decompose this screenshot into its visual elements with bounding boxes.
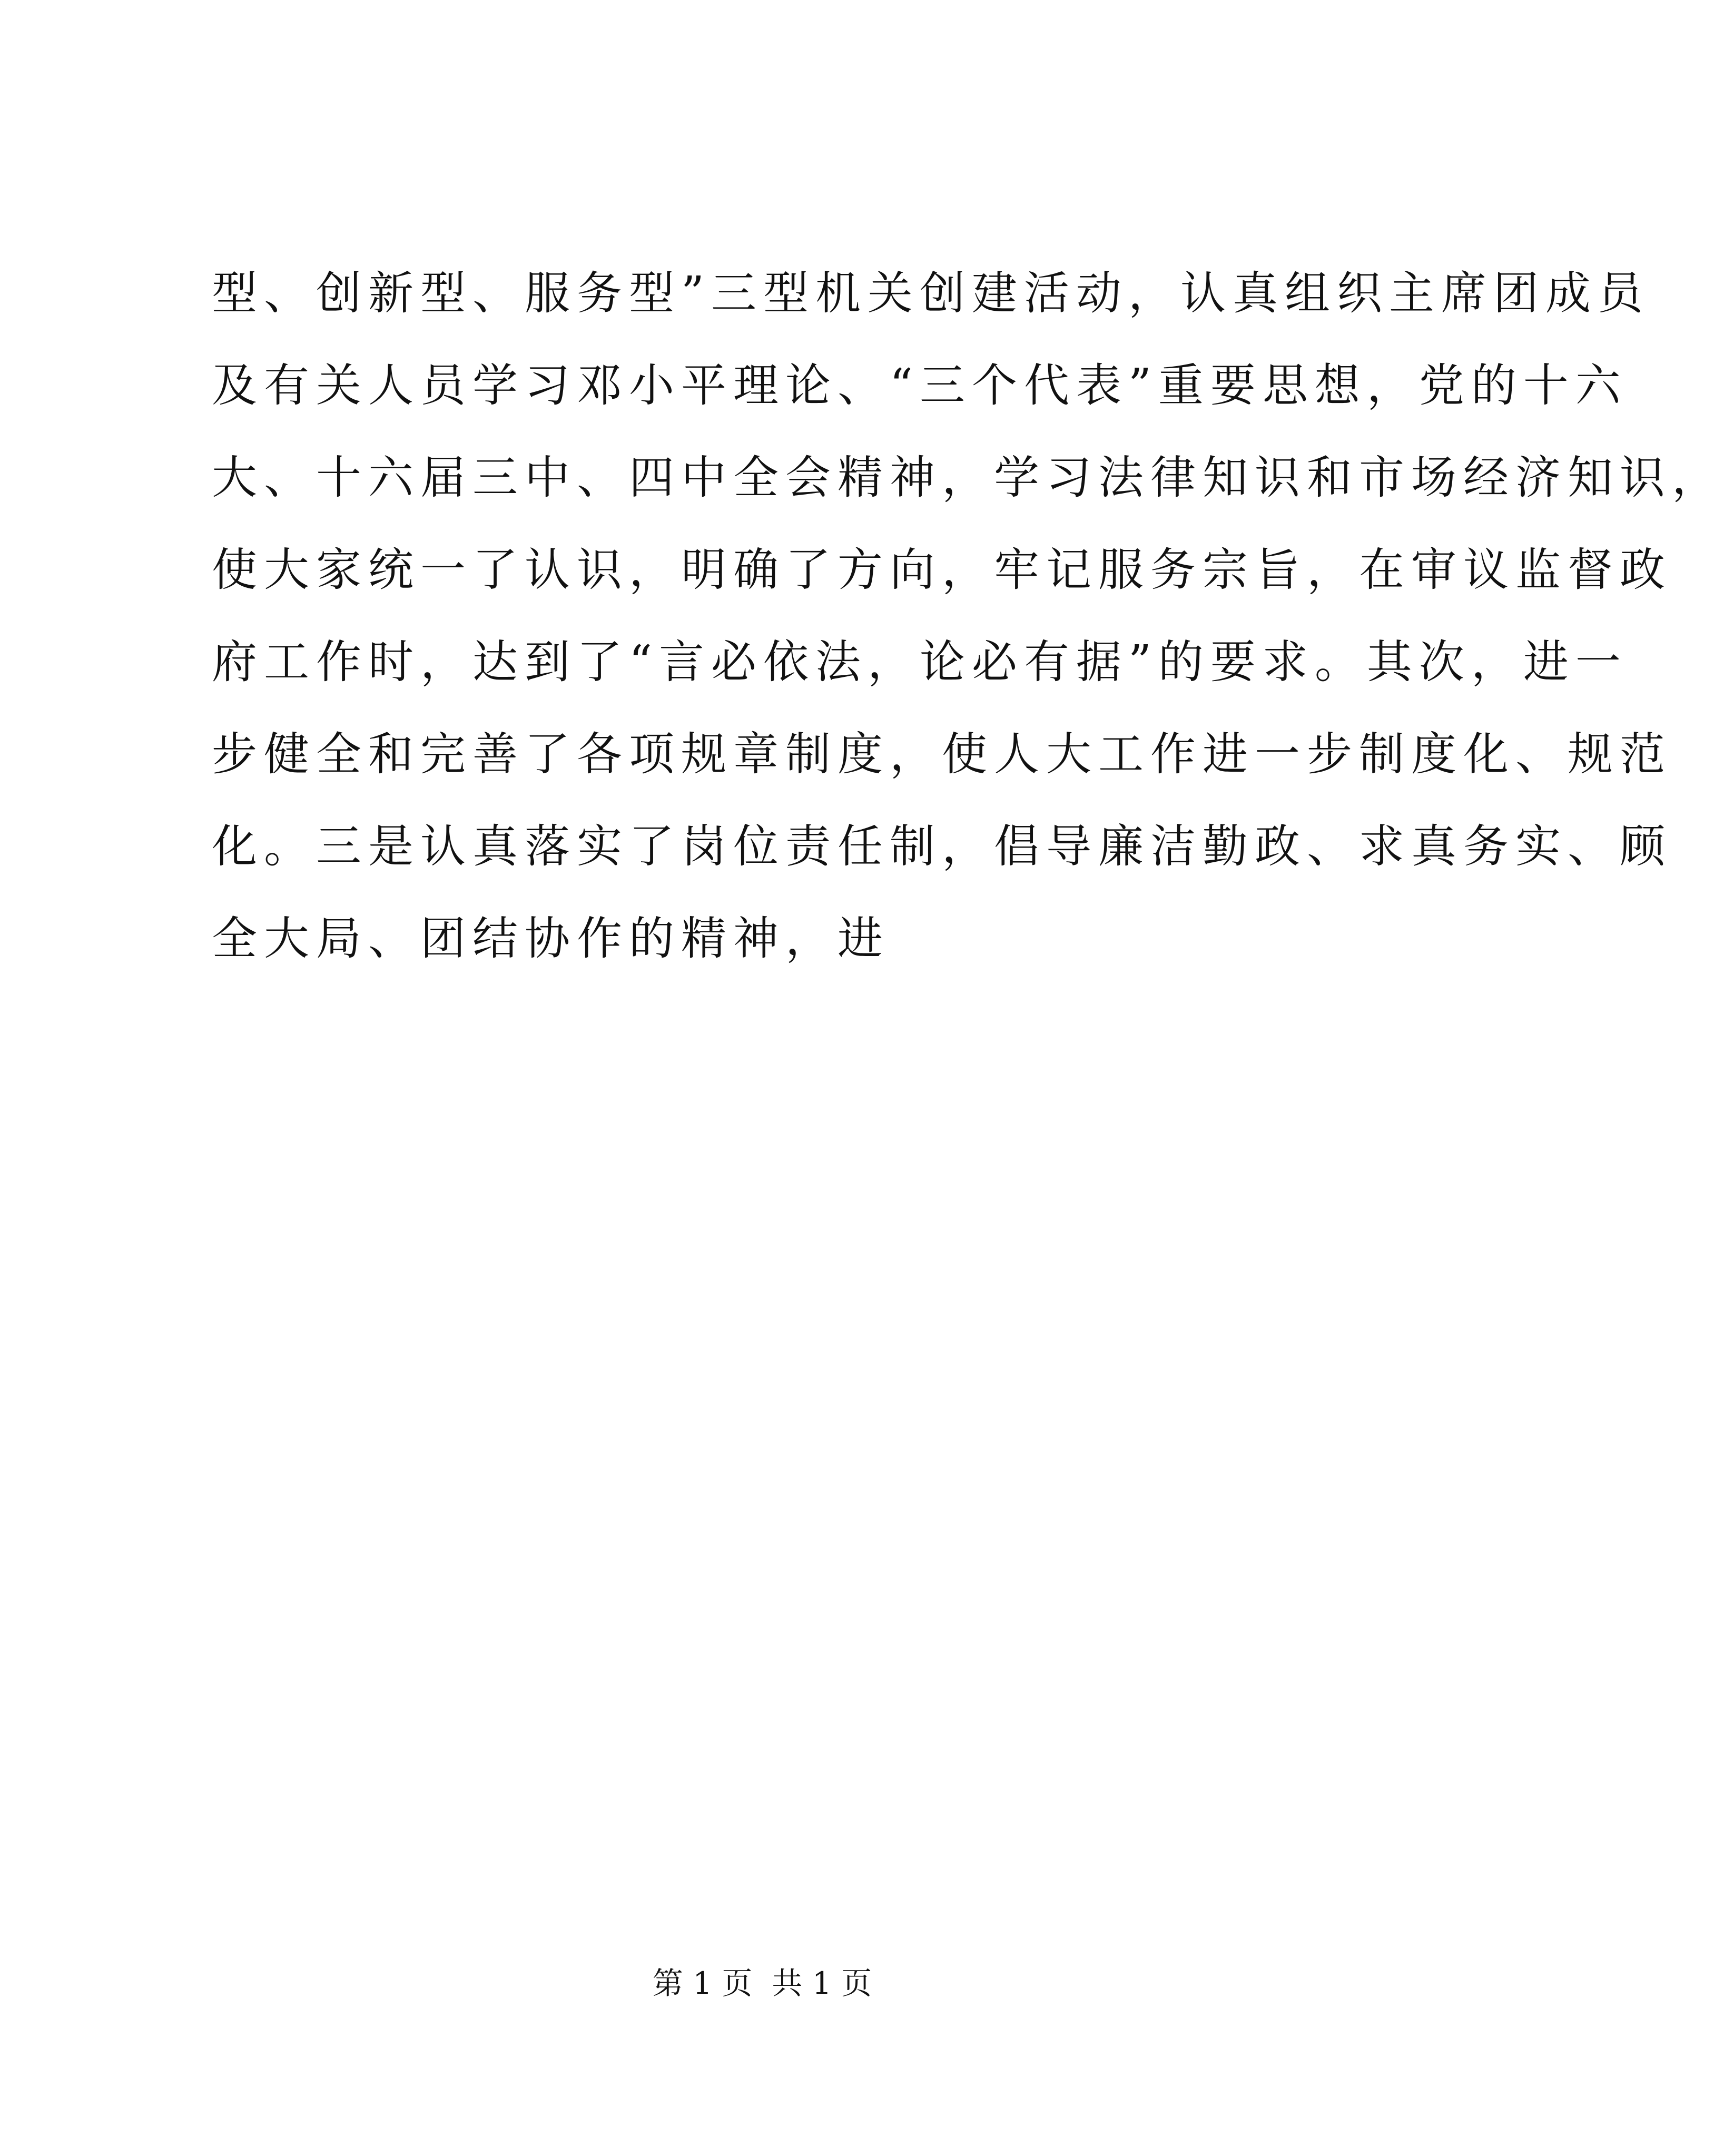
body-line: 全大局、团结协作的精神，进 (212, 912, 890, 965)
body-line: 步健全和完善了各项规章制度，使人大工作进一步制度化、规范 (212, 728, 1672, 781)
body-paragraph (212, 248, 1724, 985)
body-line: 使大家统一了认识，明确了方向，牢记服务宗旨，在审议监督政 (212, 544, 1672, 596)
body-line: 府工作时，达到了“言必依法，论必有据”的要求。其次，进一 (212, 636, 1628, 688)
body-line: 化。三是认真落实了岗位责任制，倡导廉洁勤政、求真务实、顾 (212, 820, 1672, 873)
body-line: 大、十六届三中、四中全会精神，学习法律知识和市场经济知识， (212, 451, 1724, 504)
page-number-footer: 第 1 页 共 1 页 (652, 1965, 872, 2001)
body-line: 型、创新型、服务型”三型机关创建活动，认真组织主席团成员 (212, 267, 1650, 320)
body-line: 及有关人员学习邓小平理论、“三个代表”重要思想，党的十六 (212, 359, 1628, 412)
